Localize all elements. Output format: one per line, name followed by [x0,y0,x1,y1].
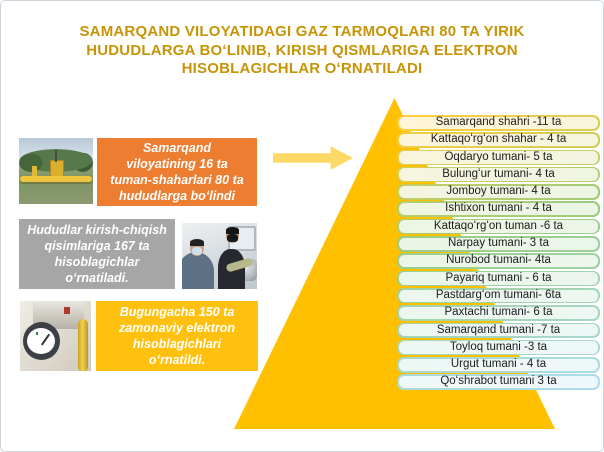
district-list [397,115,600,390]
info-box-line: hududlarga boʻlindi [119,189,235,203]
meters-installed-box [96,301,258,371]
list-item [397,167,600,183]
worker-mask-shape [192,247,203,255]
list-item-label: Bulungʻur tumani- 4 ta [399,168,599,180]
info-box-line: Bugungacha 150 ta [119,305,235,319]
info-box-line: zamonaviy elektron [118,321,235,335]
list-item-label: Payariq tumani - 6 ta [399,272,599,284]
list-item [397,271,600,287]
pipe-shape [78,319,89,371]
gas-meter-photo [20,301,91,371]
worker-mask-shape [227,234,238,242]
right-arrow-icon [273,144,353,172]
gas-pipeline-photo [19,138,93,204]
info-box-line: Samarqand [142,141,212,155]
list-item-label: Toyloq tumani -3 ta [399,341,599,353]
list-item-label: Qoʻshrabot tumani 3 ta [399,376,599,388]
title-line-2: HUDUDLARGA BOʻLINIB, KIRISH QISMLARIGA ELEKTRON [86,41,518,59]
post-shape [55,150,57,162]
gauge-tick-shape [36,332,39,336]
meters-planned-box [19,219,175,289]
list-item [397,150,600,166]
info-box-line: viloyatining 16 ta [126,157,228,171]
list-item-label: Ishtixon tumani - 4 ta [399,203,599,215]
list-item-label: Jomboy tumani- 4 ta [399,186,599,198]
title-line-1: SAMARQAND VILOYATIDAGI GAZ TARMOQLARI 80 TA YIRIK [79,23,525,40]
list-item [397,253,600,269]
list-item-label: Oqdaryo tumani- 5 ta [399,151,599,163]
list-item [397,201,600,217]
list-item [397,184,600,200]
list-item-label: Urgut tumani - 4 ta [399,359,599,371]
list-item [397,115,600,131]
worker-hair-shape [190,239,204,246]
worker-shape [182,252,214,289]
regions-box [97,138,257,206]
list-item-label: Samarqand shahri -11 ta [399,117,599,129]
list-item-label: Kattaqoʻrgʻon tuman -6 ta [399,220,599,232]
pipe-shape [20,176,91,183]
list-item [397,236,600,252]
info-box-line: hisoblagichlari [132,337,222,351]
worker-hair-shape [226,227,240,234]
list-item-label: Narpay tumani- 3 ta [399,238,599,250]
list-item [397,305,600,321]
list-item [397,340,600,356]
list-item-label: Kattaqoʻrgʻon shahar - 4 ta [399,134,599,146]
gas-workers-photo [182,223,257,289]
info-box-line: Hududlar kirish-chiqish [27,223,167,237]
list-item [397,374,600,390]
info-box-line: hisoblagichlar [54,255,140,269]
list-item-label: Pastdargʻom tumani- 6ta [399,290,599,302]
info-box-line: oʻrnatildi. [148,353,206,367]
slide-title [11,23,593,79]
list-item-label: Paxtachi tumani- 6 ta [399,307,599,319]
info-box-line: oʻrnatiladi. [65,271,129,285]
list-item [397,132,600,148]
valve-shape [64,307,70,314]
info-box-line: tuman-shaharlari 80 ta [110,173,244,187]
list-item [397,357,600,373]
list-item-label: Nurobod tumani- 4ta [399,255,599,267]
list-item [397,323,600,339]
list-item [397,219,600,235]
title-line-3: HISOBLAGICHLAR OʻRNATILADI [181,60,423,77]
info-box-line: qisimlariga 167 ta [44,239,150,253]
list-item [397,288,600,304]
list-item-label: Samarqand tumani -7 ta [399,324,599,336]
